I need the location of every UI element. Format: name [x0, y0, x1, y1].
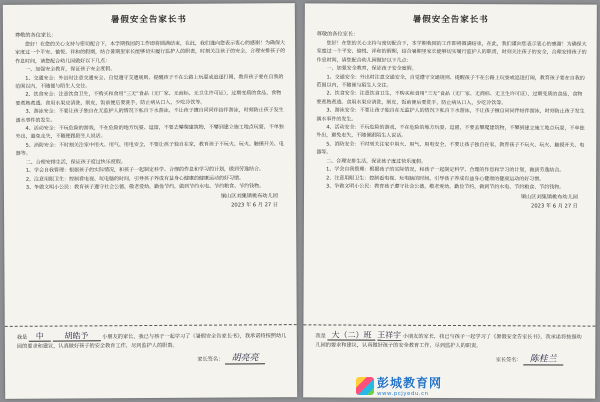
paragraph: 您好！在您的关心支持与密切配合下，本学期我园的工作即将圆满结束，在此，我们谨向您表示衷心的感谢！为确保大家度过一个平安、愉悦、祥和的假期，结合暑期里家长能够切实履行监护人的职责，时刻关注孩子的安全，合理安排孩子的作息时间，请您配合幼儿园做好以下几点：	[15, 40, 286, 65]
class-field: 中	[29, 333, 51, 342]
child-name-field: 王祥宇	[377, 330, 402, 340]
paragraph: 2、注意用眼卫生：控制看电视、玩电脑的时间，引导孩子养成有益身心健康的健康运动的好习惯。	[25, 174, 245, 183]
paragraph: 2、注意用眼卫生：控制看电视、玩电脑的时间，引导孩子养成有益身心健康的健康运动的好习惯。	[326, 174, 545, 182]
site-watermark	[356, 374, 442, 397]
receipt-text: 小朋友的家长，我已与孩子一起学习了《暑假安全告家长书》，我承诺将按照幼儿园的要求和建议，认真做好孩子的安全教育工作，尽到监护人的职责。	[16, 333, 287, 350]
issue-date: 2023 年 6 月 27 日	[231, 202, 279, 209]
paragraph: 1、交通安全：外出时注意交通安全，自觉遵守交通规则、提醒孩子不在公路上玩耍或追逐打闹，教育孩子要在自我的范围以内，不随便与陌生人交往。	[15, 73, 284, 90]
signature-row	[17, 354, 265, 366]
paragraph: 1、学会自我管理：根据孩子的实际情况，和孩子一起制定科学、合理的作息和学习的计划，做到劳逸结合。	[326, 166, 565, 174]
issuer-block	[304, 193, 578, 212]
paragraph: 一、加强安全教育，保证孩子安全度假。	[326, 65, 417, 73]
paragraph: 3、游泳安全：不要让孩子独自在无监护人的情况下私自下水游泳，不让孩子擅自同同伴结伴游泳，时刻防止孩子发生溺水事件的发生。	[15, 107, 284, 124]
watermark-text	[377, 374, 442, 397]
signature-label: 家长签名：	[495, 357, 522, 364]
letter-left	[3, 3, 297, 399]
paragraph: 3、争做文明小公民：教育孩子遵守社会公德，敬老爱幼，勤俭节约，做到节约水电、节约粮食、节约钱物。	[326, 183, 565, 191]
parent-signature: 胡亮亮	[225, 354, 265, 364]
issuer-block	[4, 193, 278, 213]
letter-title: 暑假安全告家长书	[412, 14, 489, 26]
paragraph: 一、加强安全教育，保证孩子安全度假。	[25, 66, 116, 73]
child-name-field: 胡皓予	[53, 332, 101, 341]
paragraph: 1、交通安全：外出时注意交通安全，自觉遵守交通规则、提醒孩子不在公路上玩耍或追逐打闹，教育孩子要在自我的范围以内，不随便与陌生人交往。	[316, 74, 585, 89]
letter-title: 暑假安全告家长书	[110, 14, 187, 26]
paragraph: 2、饮食安全：注意饮食卫生，不购买和食用“三无”食品（无厂家、无商标、无卫生许可证），过期变质的食品，食物要煮熟煮透。食用水果应清洗，削皮，饭前便后要洗手，防止病从口入，少吃冷饮等。	[316, 90, 583, 107]
salutation: 尊敬的各位家长：	[316, 31, 359, 38]
paragraph: 3、游泳安全：不要让孩子独自在无监护人的情况下私自下水游泳，不让孩子擅自同同伴结伴游泳，时刻防止孩子发生溺水事件的发生。	[316, 107, 585, 123]
receipt-prefix: 我是	[315, 333, 326, 340]
issuer-org: 铜山区刘集镇桃布幼儿园	[220, 193, 278, 200]
watermark-title: 彭城教育网	[377, 376, 443, 390]
issue-date: 2023 年 6 月 27 日	[531, 203, 578, 210]
paragraph: 2、饮食安全：注意饮食卫生，不购买和食用“三无”食品（无厂家、无商标、无卫生许可证），过期变质的食品，食物要煮熟煮透。食用水果应清洗，削皮，饭前便后要洗手，防止病从口入，少吃冷饮等。	[15, 90, 282, 107]
paragraph: 5、消防安全：不时刻关注家中用火、用气、用电安全，不要让孩子独自在家，教育孩子不玩火、玩火、触摸开关、电器等。	[316, 141, 585, 156]
site-logo-icon	[356, 377, 374, 395]
receipt-slip	[303, 324, 595, 365]
paragraph: 4、活动安全：不玩危险的游戏，不在危险的地方玩耍、逗留，不要去攀爬建筑物，不攀到建立施工地点玩耍，不单独外出，避免走失，不随便跟陌生人说话。	[15, 124, 284, 141]
receipt-slip	[5, 324, 297, 366]
letter-right	[303, 3, 597, 398]
paragraph: 1、学会自我管理：根据孩子的实际情况，和孩子一起制定科学、合理的作息和学习的计划，做到劳逸结合。	[25, 166, 265, 174]
class-field: 大（二）班	[327, 331, 375, 340]
salutation: 尊敬的各位家长：	[14, 32, 57, 39]
paragraph: 二、合理安排生活，保证孩子度过快乐度假。	[25, 158, 126, 166]
paragraph: 二、合理安排生活，保证孩子度过快乐度假。	[326, 158, 427, 165]
receipt-prefix: 我是	[16, 334, 28, 341]
letter-body	[316, 39, 587, 191]
signature-row	[315, 354, 563, 365]
issuer-org: 铜山区刘集镇桃布幼儿园	[520, 194, 579, 201]
letter-body	[15, 39, 286, 192]
paragraph: 5、消防安全：不时刻关注家中用火、用气、用电安全，不要让孩子独自在家，教育孩子不玩火、玩火、触摸开关、电器等。	[15, 141, 284, 158]
paragraph: 4、活动安全：不玩危险的游戏，不在危险的地方玩耍、逗留，不要去攀爬建筑物，不攀到建立施工地点玩耍，不单独外出，避免走失，不随便跟陌生人说话。	[316, 124, 585, 140]
paragraph: 3、争做文明小公民：教育孩子遵守社会公德，敬老爱幼，勤俭节约，做到节约水电、节约粮食、节约钱物。	[25, 183, 265, 191]
watermark-url: www.pcjyedu.cn	[377, 391, 429, 397]
parent-signature: 陈桂兰	[523, 355, 563, 365]
signature-label: 家长签名：	[197, 356, 224, 363]
paragraph: 您好！在您的关心支持与密切配合下，本学期我园的工作即将圆满结束，在此，我们谨向您表示衷心的感谢！为确保大家度过一个平安、愉悦、祥和的假期，结合暑期里家长能够切实履行监护人的职责，时刻关注孩子的安全，合理安排孩子的作息时间，请您配合幼儿园做好以下几点：	[316, 40, 587, 64]
receipt-text: 小朋友的家长，我已与孩子一起学习了《暑假安全告家长书》，我承诺将按照幼儿园的要求和建议，认真做好孩子的安全教育工作，尽到监护人的职责。	[315, 333, 582, 350]
